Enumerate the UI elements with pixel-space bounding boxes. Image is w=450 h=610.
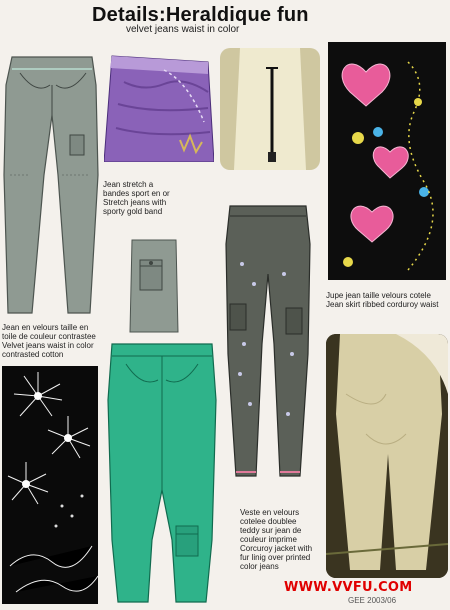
dark-cargo-pants-sketch: [222, 204, 314, 482]
caption-line: Stretch jeans with: [103, 198, 167, 207]
caption-line: Jean skirt ribbed corduroy waist: [326, 300, 439, 309]
footer-url: WWW.VVFU.COM: [284, 580, 413, 595]
caption-line: cotelee doublee: [240, 517, 297, 526]
page-subtitle: velvet jeans waist in color: [126, 24, 240, 35]
caption-line: color jeans: [240, 562, 279, 571]
caption-line: Jupe jean taille velours cotele: [326, 291, 431, 300]
caption-corduroy-skirt: [326, 291, 439, 309]
caption-corduroy-jacket: [240, 508, 312, 571]
green-harem-pants-sketch: [102, 340, 222, 608]
caption-line: sporty gold band: [103, 207, 163, 216]
page-title: Details:Heraldique fun: [92, 4, 309, 26]
hearts-print-panel: [328, 42, 446, 280]
grey-stretch-jeans-sketch: [0, 55, 105, 320]
embroidery-print-panel: [2, 366, 98, 604]
caption-line: toile de couleur contrastee: [2, 332, 96, 341]
caption-line: contrasted cotton: [2, 350, 64, 359]
caption-line: teddy sur jean de: [240, 526, 302, 535]
footer-page-ref: GEE 2003/06: [348, 596, 397, 605]
caption-line: fur linig over printed: [240, 553, 311, 562]
caption-line: Velvet jeans waist in color: [2, 341, 94, 350]
caption-line: bandes sport en or: [103, 189, 170, 198]
cream-jeans-photo: [326, 334, 448, 578]
purple-skirt-sketch: [104, 52, 214, 162]
caption-line: Veste en velours: [240, 508, 300, 517]
caption-stretch-jeans: [103, 180, 170, 216]
caption-line: couleur imprime: [240, 535, 297, 544]
pocket-detail-sketch: [126, 236, 182, 336]
caption-line: Jean en velours taille en: [2, 323, 89, 332]
caption-line: Corcuroy jacket with: [240, 544, 313, 553]
caption-line: Jean stretch a: [103, 180, 154, 189]
caption-velvet-jeans: [2, 323, 96, 359]
zipper-detail-photo: [220, 48, 320, 170]
